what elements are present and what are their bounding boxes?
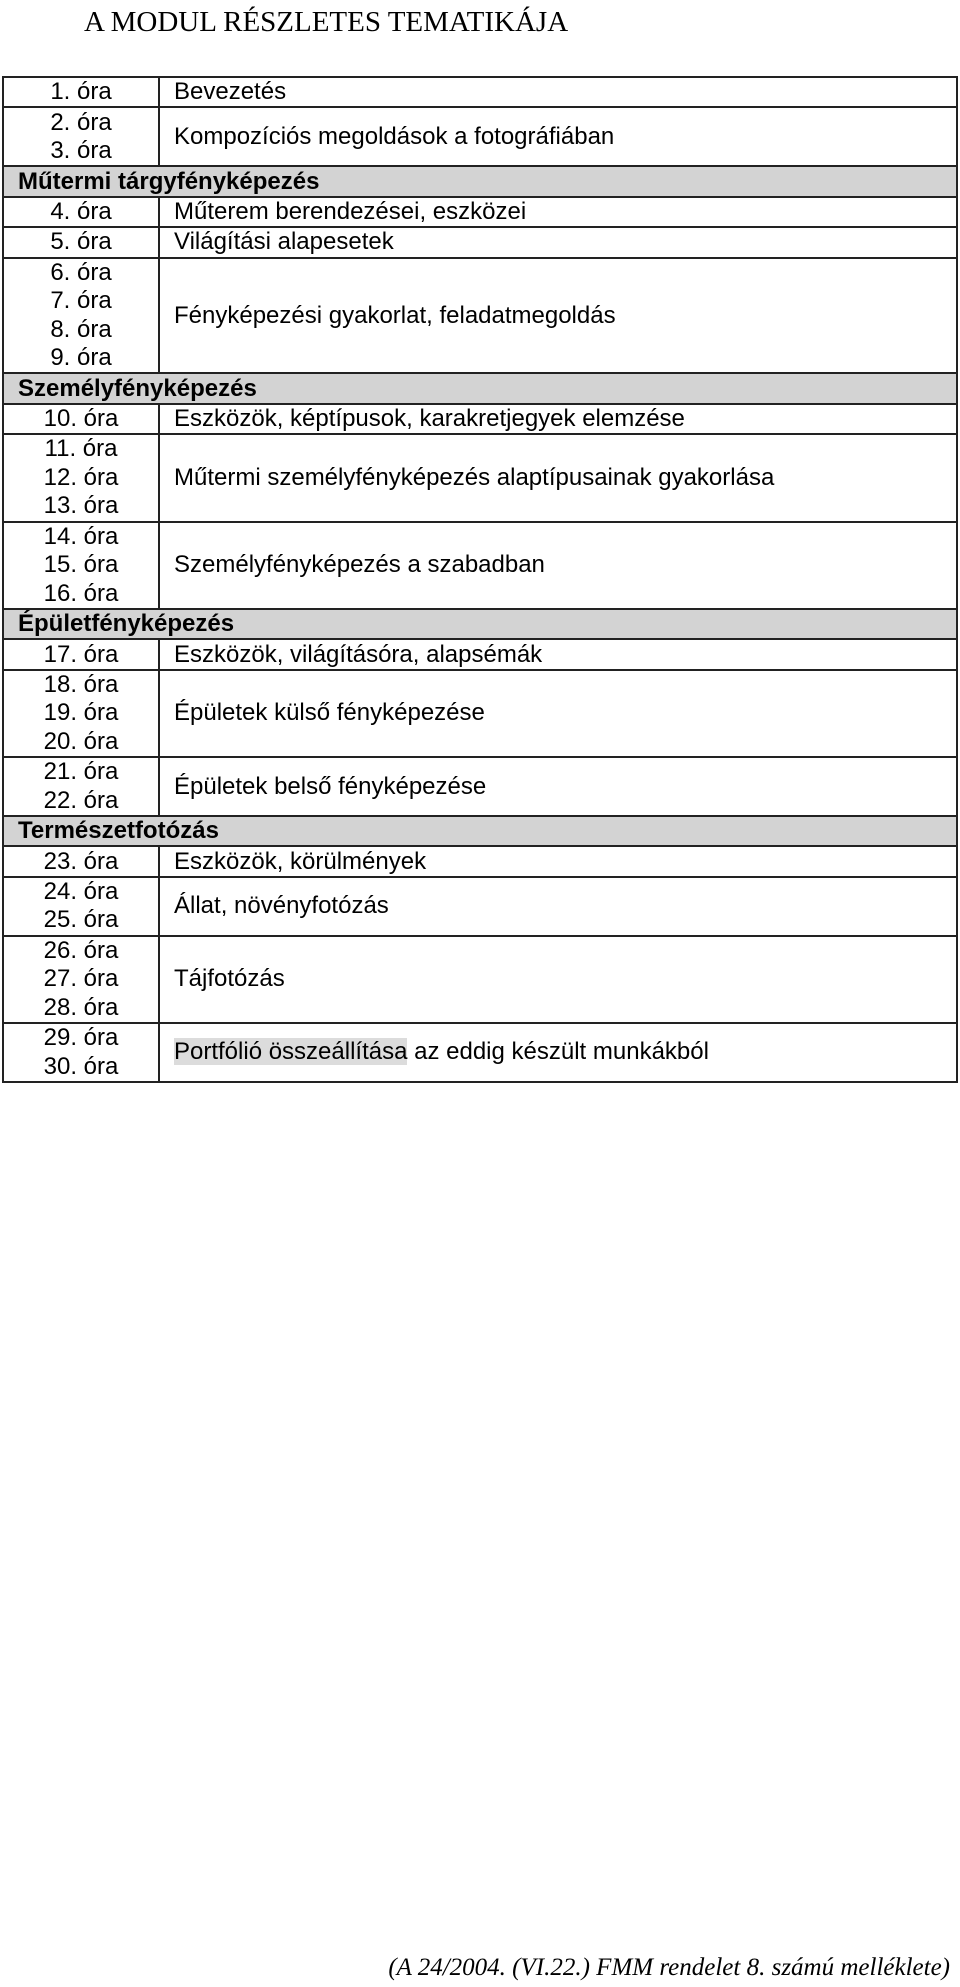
section-heading: Műtermi tárgyfényképezés [3, 166, 957, 196]
topic-cell: Műtermi személyfényképezés alaptípusainak gyakorlása [159, 434, 957, 521]
hour-cell: 5. óra [3, 227, 159, 257]
table-row [3, 639, 957, 669]
hour-cell: 12. óra [3, 464, 159, 492]
hour-cell: 7. óra [3, 287, 159, 315]
topic-cell: Épületek külső fényképezése [159, 670, 957, 757]
topic-cell: Eszközök, körülmények [159, 846, 957, 876]
table-row [3, 877, 957, 906]
table-row [3, 757, 957, 786]
hour-cell: 20. óra [3, 728, 159, 757]
hour-cell: 4. óra [3, 197, 159, 227]
topic-text-rest: az eddig készült munkákból [407, 1038, 709, 1066]
hour-cell: 17. óra [3, 639, 159, 669]
hour-cell: 30. óra [3, 1052, 159, 1081]
hour-cell: 15. óra [3, 551, 159, 579]
topic-cell: Műterem berendezései, eszközei [159, 197, 957, 227]
hour-cell: 29. óra [3, 1023, 159, 1052]
table-row [3, 846, 957, 876]
topic-cell: Kompozíciós megoldások a fotográfiában [159, 107, 957, 166]
section-heading: Épületfényképezés [3, 609, 957, 639]
topic-cell: Bevezetés [159, 77, 957, 107]
hour-cell: 25. óra [3, 906, 159, 935]
module-schedule-table [2, 76, 958, 1083]
topic-cell: Személyfényképezés a szabadban [159, 522, 957, 609]
table-row [3, 670, 957, 699]
table-row [3, 107, 957, 136]
section-row [3, 609, 957, 639]
hour-cell: 16. óra [3, 579, 159, 608]
page-title: A MODUL RÉSZLETES TEMATIKÁJA [84, 6, 569, 38]
hour-cell: 6. óra [3, 258, 159, 287]
table-row [3, 227, 957, 257]
hour-cell: 24. óra [3, 877, 159, 906]
table-row [3, 522, 957, 551]
topic-cell: Tájfotózás [159, 936, 957, 1023]
section-heading: Személyfényképezés [3, 373, 957, 403]
hour-cell: 3. óra [3, 137, 159, 166]
footer-note: (A 24/2004. (VI.22.) FMM rendelet 8. számú melléklete) [388, 1954, 950, 1981]
hour-cell: 11. óra [3, 434, 159, 463]
section-row [3, 166, 957, 196]
table-row [3, 1023, 957, 1052]
section-heading: Természetfotózás [3, 816, 957, 846]
hour-cell: 21. óra [3, 757, 159, 786]
hour-cell: 27. óra [3, 965, 159, 993]
hour-cell: 2. óra [3, 107, 159, 136]
highlighted-text: Portfólió összeállítása [174, 1038, 408, 1066]
table-row [3, 197, 957, 227]
topic-cell: Fényképezési gyakorlat, feladatmegoldás [159, 258, 957, 374]
topic-cell: Épületek belső fényképezése [159, 757, 957, 816]
hour-cell: 1. óra [3, 77, 159, 107]
hour-cell: 26. óra [3, 936, 159, 965]
topic-cell: Eszközök, képtípusok, karakretjegyek elemzése [159, 404, 957, 434]
hour-cell: 22. óra [3, 787, 159, 816]
table-row [3, 434, 957, 463]
topic-cell: Eszközök, világításóra, alapsémák [159, 639, 957, 669]
section-row [3, 816, 957, 846]
section-row [3, 373, 957, 403]
topic-cell [159, 1023, 957, 1082]
hour-cell: 19. óra [3, 699, 159, 727]
hour-cell: 28. óra [3, 994, 159, 1023]
topic-cell: Világítási alapesetek [159, 227, 957, 257]
table-row [3, 77, 957, 107]
hour-cell: 8. óra [3, 316, 159, 344]
table-row [3, 258, 957, 287]
table-row [3, 936, 957, 965]
table-row [3, 404, 957, 434]
hour-cell: 9. óra [3, 344, 159, 373]
hour-cell: 23. óra [3, 846, 159, 876]
topic-cell: Állat, növényfotózás [159, 877, 957, 936]
hour-cell: 14. óra [3, 522, 159, 551]
hour-cell: 10. óra [3, 404, 159, 434]
hour-cell: 18. óra [3, 670, 159, 699]
hour-cell: 13. óra [3, 492, 159, 521]
